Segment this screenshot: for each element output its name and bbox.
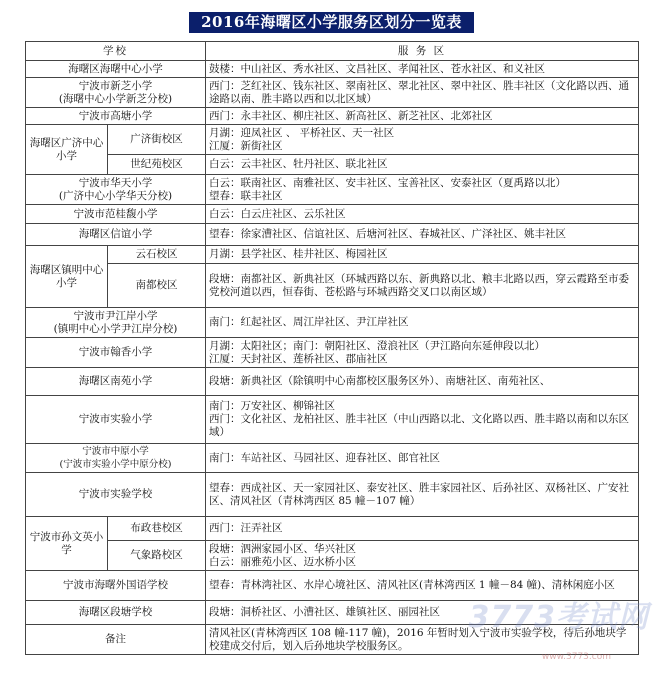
service-area: 白云：白云庄社区、云乐社区 bbox=[206, 205, 639, 224]
table-row bbox=[26, 155, 639, 175]
service-area: 段塘：洞桥社区、小漕社区、雄镇社区、丽园社区 bbox=[206, 601, 639, 625]
campus-name: 南都校区 bbox=[108, 264, 206, 308]
table-row bbox=[26, 108, 639, 125]
table-row bbox=[26, 78, 639, 108]
service-area: 西门：芝红社区、钱东社区、翠南社区、翠北社区、翠中社区、胜丰社区（文化路以西、通途路以南、胜丰路以西和以北区域） bbox=[206, 78, 639, 108]
school-name: 宁波市实验学校 bbox=[26, 473, 206, 517]
school-name: 宁波市翰香小学 bbox=[26, 338, 206, 368]
service-area: 望春：徐家漕社区、信谊社区、后塘河社区、春城社区、广泽社区、姚丰社区 bbox=[206, 224, 639, 246]
table-row bbox=[26, 368, 639, 396]
table-row bbox=[26, 175, 639, 205]
table-header-row bbox=[26, 42, 639, 61]
header-school: 学校 bbox=[26, 42, 206, 61]
table-row bbox=[26, 444, 639, 473]
school-name: 海曙区南苑小学 bbox=[26, 368, 206, 396]
service-area: 段塘：南都社区、新典社区（环城西路以东、新典路以北、粮丰北路以西，穿云霞路至市委党校河道以西，恒春街、苍松路与环城西路交叉口以南区域） bbox=[206, 264, 639, 308]
school-name: 宁波市华天小学 (广济中心小学华天分校) bbox=[26, 175, 206, 205]
service-area: 望春：西成社区、天一家园社区、泰安社区、胜丰家园社区、后孙社区、双杨社区、广安社区、清风社区（青林湾西区 85 幢－107 幢） bbox=[206, 473, 639, 517]
table-row bbox=[26, 473, 639, 517]
service-area: 月湖：迎凤社区 、 平桥社区、天一社区 江厦：新街社区 bbox=[206, 125, 639, 155]
campus-name: 气象路校区 bbox=[108, 541, 206, 571]
note-label: 备注 bbox=[26, 625, 206, 655]
campus-name: 云石校区 bbox=[108, 246, 206, 264]
header-service: 服 务 区 bbox=[206, 42, 639, 61]
school-name: 宁波市中原小学 (宁波市实验小学中原分校) bbox=[26, 444, 206, 473]
table-row bbox=[26, 308, 639, 338]
campus-name: 世纪苑校区 bbox=[108, 155, 206, 175]
service-area: 段塘：新典社区（除镇明中心南都校区服务区外）、南塘社区、南苑社区、 bbox=[206, 368, 639, 396]
service-area-table bbox=[25, 41, 639, 655]
table-row bbox=[26, 61, 639, 78]
school-name: 宁波市实验小学 bbox=[26, 396, 206, 444]
school-name: 宁波市新芝小学 (海曙中心小学新芝分校) bbox=[26, 78, 206, 108]
school-name: 宁波市尹江岸小学 (镇明中心小学尹江岸分校) bbox=[26, 308, 206, 338]
page-title: 2016年海曙区小学服务区划分一览表 bbox=[189, 12, 474, 33]
table-row bbox=[26, 224, 639, 246]
title-area bbox=[0, 0, 659, 38]
service-area: 南门：车站社区、马园社区、迎春社区、郎官社区 bbox=[206, 444, 639, 473]
service-area: 西门：汪弄社区 bbox=[206, 517, 639, 541]
table-row bbox=[26, 264, 639, 308]
school-name: 宁波市范桂馥小学 bbox=[26, 205, 206, 224]
table-row bbox=[26, 541, 639, 571]
note-text: 清风社区(青林湾西区 108 幢-117 幢)，2016 年暂时划入宁波市实验学校，待后孙地块学校建成交付后，划入后孙地块学校服务区。 bbox=[206, 625, 639, 655]
service-area: 月湖：县学社区、桂井社区、梅园社区 bbox=[206, 246, 639, 264]
table-row bbox=[26, 338, 639, 368]
service-area: 南门：红起社区、周江岸社区、尹江岸社区 bbox=[206, 308, 639, 338]
service-area: 白云：联南社区、南雅社区、安丰社区、宝善社区、安泰社区（夏禹路以北） 望春：联丰社区 bbox=[206, 175, 639, 205]
school-name: 宁波市孙文英小学 bbox=[26, 517, 108, 571]
table-row bbox=[26, 517, 639, 541]
watermark-logo: 3773考试网 bbox=[468, 600, 649, 635]
school-name: 宁波市海曙外国语学校 bbox=[26, 571, 206, 601]
service-area: 鼓楼：中山社区、秀水社区、文昌社区、孝闻社区、苍水社区、和义社区 bbox=[206, 61, 639, 78]
watermark-url: www.3773.com bbox=[541, 652, 611, 662]
table-row bbox=[26, 396, 639, 444]
campus-name: 布政巷校区 bbox=[108, 517, 206, 541]
campus-name: 广济街校区 bbox=[108, 125, 206, 155]
table-row bbox=[26, 205, 639, 224]
school-name: 宁波市高塘小学 bbox=[26, 108, 206, 125]
service-area: 白云：云丰社区、牡丹社区、联北社区 bbox=[206, 155, 639, 175]
service-area: 段塘：泗洲家园小区、华兴社区 白云：丽雅苑小区、迈水桥小区 bbox=[206, 541, 639, 571]
service-area: 西门：永丰社区、柳庄社区、新高社区、新芝社区、北郊社区 bbox=[206, 108, 639, 125]
school-name: 海曙区海曙中心小学 bbox=[26, 61, 206, 78]
school-name: 海曙区信谊小学 bbox=[26, 224, 206, 246]
school-name: 海曙区广济中心小学 bbox=[26, 125, 108, 175]
service-area: 南门：万安社区、柳锦社区 西门：文化社区、龙柏社区、胜丰社区（中山西路以北、文化路以西、胜丰路以南和以东区域） bbox=[206, 396, 639, 444]
school-name: 海曙区镇明中心小学 bbox=[26, 246, 108, 308]
table-row bbox=[26, 125, 639, 155]
service-area: 月湖：太阳社区；南门：朝阳社区、澄浪社区（尹江路向东延伸段以北） 江厦：天封社区、莲桥社区、郡庙社区 bbox=[206, 338, 639, 368]
table-row bbox=[26, 246, 639, 264]
school-name: 海曙区段塘学校 bbox=[26, 601, 206, 625]
service-area: 望春：青林湾社区、水岸心境社区、清风社区(青林湾西区 1 幢－84 幢)、清林闲庭小区 bbox=[206, 571, 639, 601]
